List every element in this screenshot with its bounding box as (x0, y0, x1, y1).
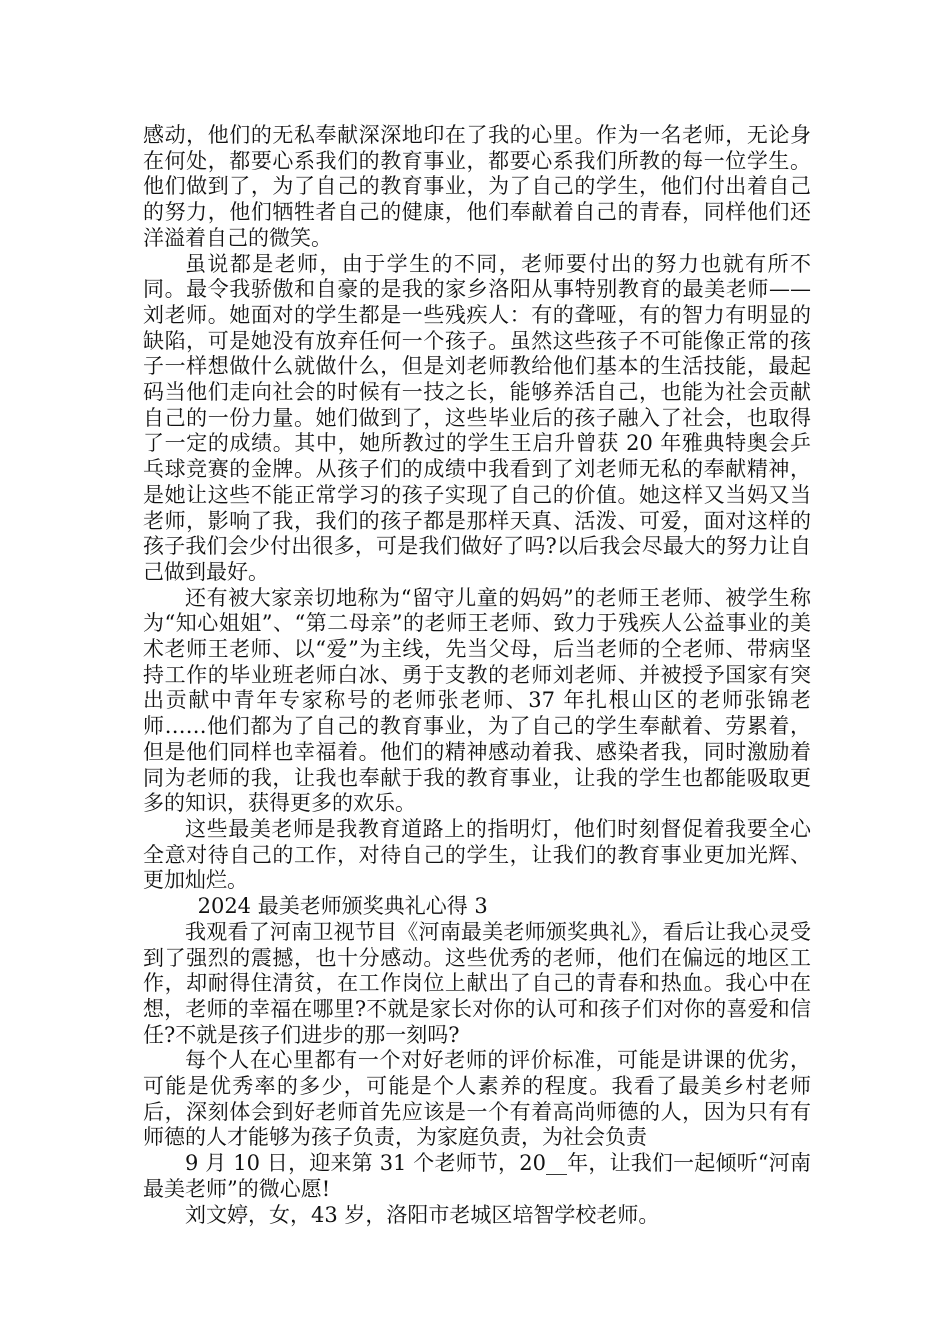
paragraph: 每个人在心里都有一个对好老师的评价标准，可能是讲课的优劣，可能是优秀率的多少，可能是个人素养的程度。我看了最美乡村老师后，深刻体会到好老师首先应该是一个有着高尚师德的人，因为只有有师德的人才能够为孩子负责，为家庭负责，为社会负责 (143, 1048, 811, 1150)
paragraph: 还有被大家亲切地称为“留守儿童的妈妈”的老师王老师、被学生称为“知心姐姐”、“第二母亲”的老师王老师、致力于残疾人公益事业的美术老师王老师、以“爱”为主线，先当父母，后当老师的仝老师、带病坚持工作的毕业班老师白冰、勇于支教的老师刘老师、并被授予国家有突出贡献中青年专家称号的老师张老师、37 年扎根山区的老师张锦老师……他们都为了自己的教育事业，为了自己的学生奉献着、劳累着，但是他们同样也幸福着。他们的精神感动着我、感染者我，同时激励着同为老师的我，让我也奉献于我的教育事业，让我的学生也都能吸取更多的知识，获得更多的欢乐。 (143, 585, 811, 816)
paragraph: 刘文婷，女，43 岁，洛阳市老城区培智学校老师。 (185, 1202, 660, 1227)
document-body (143, 123, 811, 1228)
paragraph: 9 月 10 日，迎来第 31 个老师节，20__年，让我们一起倾听“河南最美老师”的微心愿! (143, 1151, 811, 1201)
paragraph: 这些最美老师是我教育道路上的指明灯，他们时刻督促着我要全心全意对待自己的工作，对待自己的学生，让我们的教育事业更加光辉、更加灿烂。 (143, 816, 811, 893)
paragraph: 我观看了河南卫视节目《河南最美老师颁奖典礼》，看后让我心灵受到了强烈的震撼，也十分感动。这些优秀的老师，他们在偏远的地区工作，却耐得住清贫，在工作岗位上献出了自己的青春和热血。我心中在想，老师的幸福在哪里?不就是家长对你的认可和孩子们对你的喜爱和信任?不就是孩子们进步的那一刻吗? (143, 919, 811, 1047)
paragraph: 虽说都是老师，由于学生的不同，老师要付出的努力也就有所不同。最令我骄傲和自豪的是我的家乡洛阳从事特别教育的最美老师——刘老师。她面对的学生都是一些残疾人：有的聋哑，有的智力有明显的缺陷，可是她没有放弃任何一个孩子。虽然这些孩子不可能像正常的孩子一样想做什么就做什么，但是刘老师教给他们基本的生活技能，最起码当他们走向社会的时候有一技之长，能够养活自己，也能为社会贡献自己的一份力量。她们做到了，这些毕业后的孩子融入了社会，也取得了一定的成绩。其中，她所教过的学生王启升曾获 20 年雅典特奥会乒乓球竞赛的金牌。从孩子们的成绩中我看到了刘老师无私的奉献精神，是她让这些不能正常学习的孩子实现了自己的价值。她这样又当妈又当老师，影响了我，我们的孩子都是那样天真、活泼、可爱，面对这样的孩子我们会少付出很多，可是我们做好了吗?以后我会尽最大的努力让自己做到最好。 (143, 251, 811, 584)
paragraph: 感动，他们的无私奉献深深地印在了我的心里。作为一名老师，无论身在何处，都要心系我们的教育事业，都要心系我们所教的每一位学生。他们做到了，为了自己的教育事业，为了自己的学生，他们付出着自己的努力，他们牺牲者自己的健康，他们奉献着自己的青春，同样他们还洋溢着自己的微笑。 (143, 123, 811, 250)
section-heading: 2024 最美老师颁奖典礼心得 3 (197, 894, 488, 919)
